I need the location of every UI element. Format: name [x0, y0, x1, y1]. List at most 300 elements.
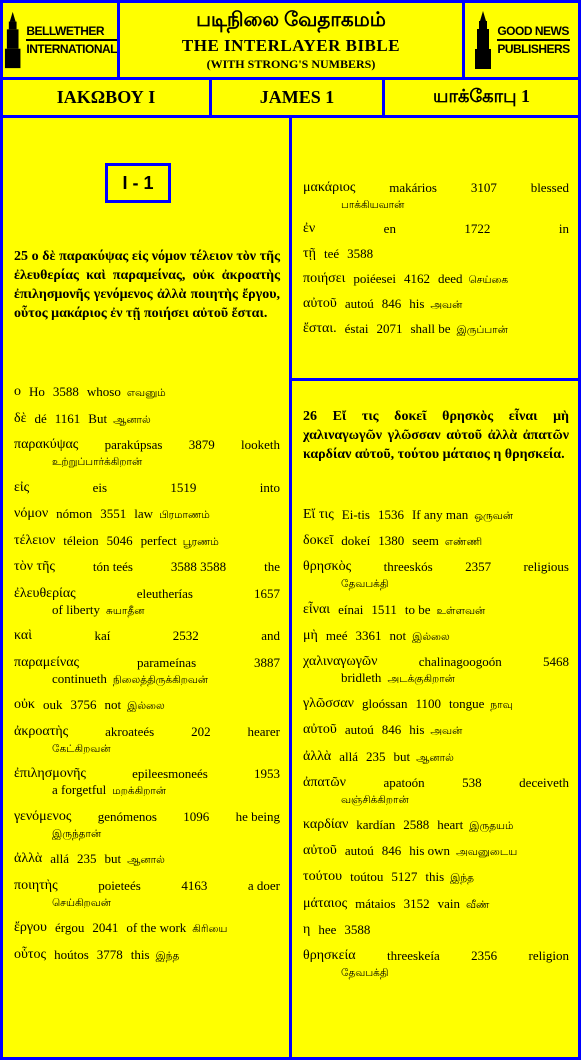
- word-entry-continuation: [303, 670, 569, 687]
- word-entry: [14, 384, 280, 401]
- word-entry-line: [303, 507, 569, 524]
- transliteration: gloóssan: [361, 696, 408, 712]
- english-gloss: hearer: [247, 723, 280, 739]
- greek-word: ἐλευθερίας: [14, 585, 76, 601]
- strongs-number: 1953: [253, 766, 280, 781]
- english-gloss: and: [261, 628, 280, 643]
- transliteration: genómenos: [97, 808, 157, 824]
- strongs-number: 1096: [183, 808, 210, 824]
- english-gloss: religion: [528, 948, 569, 963]
- strongs-number: 846: [381, 296, 402, 311]
- word-entry: [303, 533, 569, 550]
- english-gloss: whoso எவனும்: [86, 384, 166, 399]
- greek-word: αὐτοῦ: [303, 843, 337, 859]
- strongs-number: 1722: [464, 221, 491, 236]
- bell-tower-icon: [473, 11, 493, 69]
- strongs-number: 235: [366, 748, 386, 764]
- tamil-gloss: அவன்: [430, 725, 463, 738]
- word-entry-continuation: [14, 825, 280, 842]
- strongs-number: 1100: [415, 696, 441, 712]
- greek-word: γενόμενος: [14, 808, 72, 824]
- greek-word: ποιήσει: [303, 271, 346, 286]
- word-entry-line: [14, 628, 280, 644]
- word-entry-line: [14, 697, 280, 714]
- greek-word: ἐν: [303, 221, 316, 236]
- word-entry: [14, 411, 280, 428]
- greek-word: καὶ: [14, 628, 33, 643]
- english-gloss: his அவன்: [409, 296, 463, 311]
- verse-26-text: 26 Εἴ τις δοκεῖ θρησκὸς εἶναι μὴ χαλιναγωγῶν γλῶσσαν αὐτοῦ ἀλλὰ ἀπατῶν καρδίαν αὐτοῦ, τούτου μάταιος η θρησκεία.: [303, 409, 569, 462]
- transliteration: Ei-tis: [341, 507, 370, 522]
- subtitle: (WITH STRONG'S NUMBERS): [206, 57, 376, 71]
- english-gloss: in: [558, 221, 569, 236]
- word-entry-line: [303, 775, 569, 791]
- word-entry-line: [303, 843, 569, 860]
- english-gloss: he being: [235, 808, 280, 824]
- bell-tower-icon: [3, 11, 22, 69]
- english-gloss: religious: [523, 559, 569, 575]
- greek-word: δὲ: [14, 410, 27, 426]
- word-entry: [14, 878, 280, 911]
- strongs-number: 3588: [347, 246, 374, 261]
- word-entry-line: [14, 480, 280, 496]
- word-entry: [14, 920, 280, 937]
- word-entry: [303, 321, 569, 338]
- greek-word: μακάριος: [303, 180, 356, 195]
- english-gloss: to be உள்ளவன்: [404, 601, 486, 617]
- word-entry: [303, 271, 569, 288]
- english-gloss: deed செய்கை: [437, 271, 509, 286]
- tamil-gloss: பிரமாணம்: [159, 509, 210, 521]
- greek-word: παρακύψας: [14, 437, 79, 452]
- english-gloss: of liberty: [52, 601, 101, 617]
- word-entry: [303, 896, 569, 913]
- greek-word: θρησκεία: [303, 948, 356, 963]
- greek-word: εἰς: [14, 479, 30, 495]
- word-entry-line: [14, 724, 280, 740]
- word-entry-line: [303, 628, 569, 645]
- word-entry-line: [303, 654, 569, 670]
- word-entry: [14, 697, 280, 714]
- word-entry-line: [14, 947, 280, 964]
- greek-word: αὐτοῦ: [303, 296, 337, 311]
- title-block: [120, 3, 462, 77]
- english-gloss: deceiveth: [519, 774, 569, 790]
- tamil-gloss: ஆனால்: [127, 854, 165, 866]
- transliteration: ouk: [43, 697, 63, 712]
- greek-word: χαλιναγωγῶν: [303, 654, 378, 669]
- logo-text-line1: BELLWETHER: [26, 24, 105, 38]
- chapter-label: I - 1: [105, 163, 171, 203]
- word-entry-line: [303, 221, 569, 237]
- word-entry: [14, 506, 280, 523]
- word-entry-continuation: [14, 782, 280, 799]
- english-gloss: not இல்லை: [389, 627, 450, 643]
- word-entry: [14, 809, 280, 842]
- greek-word: ο: [14, 384, 21, 399]
- word-entry-line: [303, 180, 569, 196]
- tamil-gloss: பூரணம்: [182, 535, 219, 548]
- word-entry-line: [14, 533, 280, 550]
- word-entry-line: [303, 602, 569, 619]
- word-entry: [14, 480, 280, 496]
- english-gloss: seem எண்ணி: [412, 533, 483, 549]
- english-gloss: perfect பூரணம்: [140, 532, 219, 548]
- greek-word: οὗτος: [14, 946, 47, 962]
- word-entry-continuation: [303, 964, 569, 981]
- tamil-gloss: நாவு: [490, 699, 513, 712]
- strongs-number: 1519: [170, 479, 197, 495]
- word-entry: [303, 559, 569, 592]
- word-entry-line: [14, 878, 280, 894]
- tamil-gloss: இல்லை: [412, 630, 450, 643]
- word-entry-line: [303, 533, 569, 550]
- transliteration: kaí: [94, 628, 111, 643]
- transliteration: allá: [339, 748, 359, 764]
- english-gloss: the: [264, 559, 280, 574]
- greek-word: εἶναι: [303, 601, 331, 617]
- greek-word: θρησκὸς: [303, 559, 352, 575]
- tamil-gloss: தேவபக்தி: [341, 967, 389, 979]
- word-entry-continuation: [303, 196, 569, 213]
- transliteration: éstai: [344, 321, 369, 336]
- logo-text-line2: PUBLISHERS: [497, 42, 570, 56]
- greek-word: ἀπατῶν: [303, 774, 346, 790]
- word-entry: [303, 948, 569, 981]
- word-entry: [303, 221, 569, 237]
- tamil-gloss: இல்லை: [127, 700, 165, 712]
- tamil-gloss: இந்த: [450, 872, 474, 885]
- word-entry-continuation: [14, 740, 280, 757]
- verse-25-text: 25 ο δὲ παρακύψας εἰς νόμον τέλειον τὸν τῆς ἐλευθερίας καὶ παραμείνας, οὐκ ἀκροατὴς ἐπιλησμονῆς γενόμενος ἀλλὰ ποιητὴς ἔργου, οὗτος μακάριος ἐν τῇ ποιήσει αὐτοῦ ἔσται.: [14, 249, 280, 321]
- transliteration: eis: [92, 479, 108, 495]
- tamil-gloss: பாக்கியவான்: [341, 199, 405, 211]
- strongs-number: 3588: [52, 384, 79, 399]
- word-entry: [14, 851, 280, 868]
- strongs-number: 2356: [471, 948, 498, 963]
- english-gloss: a doer: [247, 877, 280, 893]
- strongs-number: 2588: [403, 817, 430, 832]
- strongs-number: 4162: [403, 271, 430, 286]
- strongs-number: 4163: [181, 877, 208, 893]
- tamil-gloss: தேவபக்தி: [341, 578, 389, 591]
- tamil-gloss: சுயாதீன: [106, 604, 145, 617]
- word-entry: [303, 180, 569, 213]
- word-entry: [303, 749, 569, 766]
- word-entry: [14, 437, 280, 470]
- word-entry-continuation: [303, 575, 569, 592]
- transliteration: en: [383, 221, 396, 236]
- word-entry: [303, 246, 569, 262]
- word-entry-line: [14, 559, 280, 575]
- tamil-gloss: வீண்: [465, 898, 490, 911]
- strongs-number: 3152: [403, 895, 430, 911]
- strongs-number: 3756: [70, 697, 97, 712]
- book-english: JAMES 1: [212, 80, 382, 115]
- tamil-gloss: உள்ளவன்: [436, 604, 486, 617]
- word-entry: [14, 533, 280, 550]
- transliteration: parakúpsas: [104, 437, 163, 452]
- word-entry-continuation: [14, 453, 280, 470]
- word-entry-line: [303, 817, 569, 834]
- greek-word: νόμον: [14, 506, 49, 521]
- transliteration: allá: [50, 851, 70, 866]
- english-gloss: his own அவனுடைய: [409, 843, 518, 859]
- transliteration: tón teés: [92, 559, 133, 574]
- strongs-number: 1657: [253, 585, 280, 601]
- english-gloss: not இல்லை: [104, 697, 165, 712]
- word-entry: [303, 817, 569, 834]
- word-entry: [303, 843, 569, 860]
- english-gloss: heart இருதயம்: [437, 817, 514, 832]
- greek-word: μάταιος: [303, 895, 348, 911]
- english-gloss: but ஆனால்: [393, 748, 454, 764]
- english-gloss: of the work கிரியை: [126, 920, 228, 935]
- strongs-number: 5046: [106, 532, 133, 548]
- english-gloss: vain வீண்: [437, 895, 490, 911]
- strongs-number: 3551: [100, 506, 127, 521]
- transliteration: akroateés: [105, 723, 155, 739]
- good-news-logo: [465, 3, 578, 77]
- strongs-number: 3879: [188, 437, 215, 452]
- word-entry-line: [303, 869, 569, 886]
- tamil-gloss: மறக்கிறான்: [112, 785, 167, 797]
- word-entry: [303, 507, 569, 524]
- english-gloss: tongue நாவு: [448, 696, 513, 712]
- word-entry-line: [14, 809, 280, 825]
- word-entry-line: [303, 749, 569, 766]
- transliteration: apatoón: [383, 774, 425, 790]
- word-entry-continuation: [14, 894, 280, 911]
- transliteration: teé: [323, 246, 340, 261]
- transliteration: poieteés: [98, 877, 141, 893]
- strongs-number: 2041: [92, 920, 119, 935]
- strongs-number: 3588: [344, 921, 371, 937]
- transliteration: epileesmoneés: [132, 766, 208, 781]
- transliteration: hoútos: [54, 946, 89, 962]
- word-entry: [303, 696, 569, 713]
- word-entry-line: [303, 922, 569, 938]
- word-entry-continuation: [14, 671, 280, 688]
- english-gloss: into: [259, 479, 280, 495]
- greek-word: δοκεῖ: [303, 533, 334, 549]
- strongs-number: 3107: [470, 180, 497, 195]
- word-entry: [303, 869, 569, 886]
- word-entry-line: [303, 321, 569, 338]
- tamil-gloss: இருப்பான்: [456, 324, 508, 336]
- english-gloss: but ஆனால்: [104, 851, 165, 866]
- word-entry: [14, 655, 280, 688]
- english-gloss: this இந்த: [425, 869, 474, 885]
- strongs-number: 3887: [253, 654, 280, 670]
- logo-text-line1: GOOD NEWS: [497, 24, 569, 38]
- english-gloss: law பிரமாணம்: [134, 506, 210, 521]
- word-entry-line: [14, 920, 280, 937]
- word-entry: [303, 628, 569, 645]
- english-gloss: blessed: [530, 180, 569, 195]
- tamil-gloss: எண்ணி: [444, 536, 483, 549]
- greek-word: μὴ: [303, 627, 318, 643]
- english-gloss: his அவன்: [409, 722, 463, 738]
- tamil-gloss: உற்றுப்பார்க்கிறான்: [52, 456, 143, 468]
- tamil-gloss: ஆனால்: [113, 413, 151, 426]
- greek-word: η: [303, 921, 311, 937]
- transliteration: toútou: [350, 869, 384, 885]
- transliteration: poiéesei: [353, 271, 396, 286]
- english-gloss: But ஆனால்: [88, 410, 151, 426]
- strongs-number: 538: [462, 774, 482, 790]
- transliteration: chalinagoogoón: [418, 654, 502, 669]
- greek-word: ποιητὴς: [14, 877, 58, 893]
- tamil-gloss: இருதயம்: [469, 820, 514, 832]
- english-gloss: continueth: [52, 670, 107, 686]
- strongs-number: 1536: [377, 507, 404, 522]
- transliteration: autoú: [344, 296, 374, 311]
- word-entry-line: [14, 506, 280, 523]
- word-entry-line: [303, 559, 569, 575]
- word-entry-continuation: [14, 602, 280, 619]
- strongs-number: 1511: [371, 601, 397, 617]
- strongs-number: 3588 3588: [170, 559, 227, 574]
- word-entry-continuation: [303, 791, 569, 808]
- strongs-number: 2532: [172, 628, 199, 643]
- tamil-gloss: எவனும்: [126, 387, 166, 399]
- english-gloss: looketh: [240, 437, 280, 452]
- strongs-number: 1161: [54, 410, 81, 426]
- greek-word: οὐκ: [14, 697, 35, 712]
- greek-word: ἔσται.: [303, 321, 337, 336]
- tamil-gloss: செய்கை: [468, 274, 509, 286]
- word-entry: [303, 602, 569, 619]
- word-entry-line: [14, 586, 280, 602]
- word-entry: [14, 766, 280, 799]
- english-gloss: this இந்த: [130, 946, 180, 962]
- strongs-number: 202: [191, 723, 211, 739]
- word-entry: [303, 296, 569, 313]
- transliteration: Ho: [29, 384, 45, 399]
- strongs-number: 5468: [542, 654, 569, 669]
- word-entry-line: [14, 411, 280, 428]
- bellwether-logo: [3, 3, 117, 77]
- tamil-gloss: கேட்கிறவன்: [52, 742, 111, 755]
- word-entry: [14, 947, 280, 964]
- greek-word: τὸν τῆς: [14, 559, 55, 574]
- transliteration: dé: [34, 410, 47, 426]
- greek-word: ἀλλὰ: [14, 851, 43, 866]
- word-entry-line: [303, 246, 569, 262]
- word-entry: [14, 559, 280, 575]
- book-greek: ΙΑΚΩΒΟΥ Ι: [3, 80, 209, 115]
- tamil-gloss: அடக்குகிறான்: [387, 673, 455, 685]
- transliteration: kardían: [356, 817, 396, 832]
- word-entry-line: [14, 766, 280, 782]
- tamil-gloss: இந்த: [155, 949, 180, 962]
- strongs-number: 3361: [355, 627, 382, 643]
- tamil-gloss: நிலைத்திருக்கிறவன்: [112, 673, 209, 686]
- english-gloss: If any man ஒருவன்: [411, 507, 514, 522]
- english-gloss: a forgetful: [52, 782, 107, 797]
- greek-word: τῇ: [303, 246, 316, 261]
- word-entry: [303, 722, 569, 739]
- transliteration: téleion: [63, 532, 99, 548]
- greek-word: Εἴ τις: [303, 507, 334, 522]
- word-entry: [303, 922, 569, 938]
- tamil-gloss: கிரியை: [192, 923, 228, 935]
- word-entry-line: [14, 437, 280, 453]
- main-title: THE INTERLAYER BIBLE: [181, 36, 401, 55]
- transliteration: makários: [389, 180, 437, 195]
- greek-word: ἔργου: [14, 920, 47, 935]
- greek-word: αὐτοῦ: [303, 722, 337, 738]
- word-entry-line: [303, 271, 569, 288]
- tamil-title: படிநிலை வேதாகமம்: [196, 9, 386, 31]
- greek-word: τούτου: [303, 869, 343, 885]
- greek-word: τέλειον: [14, 532, 56, 548]
- greek-word: ἐπιλησμονῆς: [14, 766, 86, 781]
- greek-word: ἀλλὰ: [303, 748, 332, 764]
- tamil-gloss: இருந்தான்: [52, 827, 102, 840]
- word-entry: [303, 775, 569, 808]
- greek-word: ἀκροατὴς: [14, 723, 69, 739]
- word-entry-line: [14, 384, 280, 401]
- transliteration: hee: [318, 921, 337, 937]
- tamil-gloss: செய்கிறவன்: [52, 896, 111, 909]
- tamil-gloss: அவன்: [430, 299, 463, 311]
- transliteration: parameínas: [136, 654, 197, 670]
- transliteration: eínai: [338, 601, 364, 617]
- strongs-number: 846: [381, 722, 402, 738]
- strongs-number: 2071: [376, 321, 403, 336]
- strongs-number: 235: [77, 851, 97, 866]
- strongs-number: 3778: [96, 946, 123, 962]
- transliteration: dokeí: [341, 533, 371, 549]
- tamil-gloss: வஞ்சிக்கிறான்: [341, 793, 409, 806]
- word-entry: [14, 586, 280, 619]
- transliteration: threeskeía: [387, 948, 440, 963]
- tamil-gloss: ஆனால்: [416, 751, 454, 764]
- word-entry-line: [303, 296, 569, 313]
- tamil-gloss: அவனுடைய: [456, 846, 518, 859]
- greek-word: γλῶσσαν: [303, 696, 354, 712]
- greek-word: καρδίαν: [303, 817, 349, 832]
- transliteration: threeskós: [383, 559, 433, 575]
- word-entry-line: [303, 722, 569, 739]
- transliteration: mátaios: [355, 895, 396, 911]
- strongs-number: 846: [381, 843, 402, 859]
- book-tamil: யாக்கோபு 1: [385, 80, 578, 115]
- word-entry-line: [303, 696, 569, 713]
- transliteration: autoú: [344, 843, 374, 859]
- word-entry-line: [303, 948, 569, 964]
- word-entry-line: [14, 655, 280, 671]
- word-entry: [303, 654, 569, 687]
- transliteration: meé: [325, 627, 348, 643]
- english-gloss: bridleth: [341, 670, 382, 685]
- strongs-number: 1380: [378, 533, 405, 549]
- transliteration: nómon: [56, 506, 93, 521]
- word-entry-line: [303, 896, 569, 913]
- logo-text-line2: INTERNATIONAL: [26, 42, 117, 56]
- word-entry-line: [14, 851, 280, 868]
- transliteration: eleutherías: [136, 585, 193, 601]
- tamil-gloss: ஒருவன்: [474, 510, 514, 522]
- english-gloss: shall be இருப்பான்: [410, 321, 508, 336]
- word-entry: [14, 628, 280, 644]
- greek-word: παραμείνας: [14, 654, 80, 670]
- strongs-number: 2357: [465, 559, 492, 575]
- transliteration: érgou: [54, 920, 85, 935]
- transliteration: autoú: [344, 722, 374, 738]
